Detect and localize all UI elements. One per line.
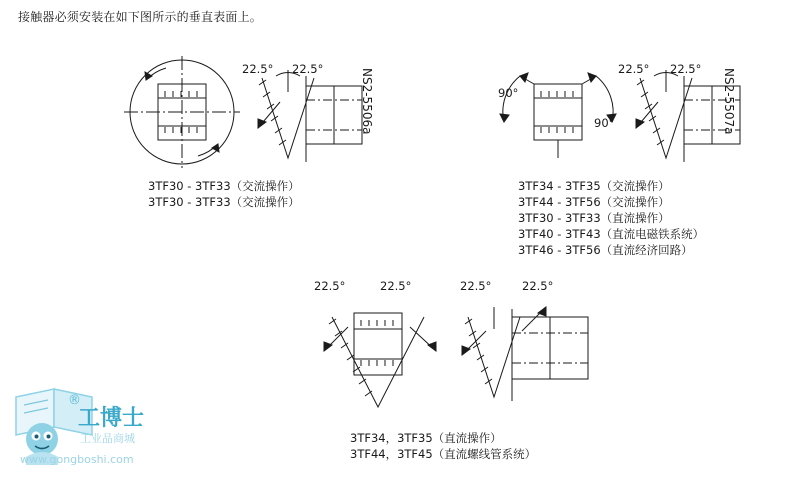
angle-label-22-5-b: 22.5° [380,279,412,293]
angle-label-22-5-right: 22.5° [670,62,702,76]
caption-line: 3TF30 - 3TF33（交流操作） [148,195,300,209]
angle-label-22-5-right: 22.5° [292,62,324,76]
angle-label-22-5-left: 22.5° [618,62,650,76]
watermark [8,385,228,475]
caption-line: 3TF34，3TF35（直流操作） [350,431,502,445]
caption-line: 3TF34 - 3TF35（交流操作） [518,179,670,193]
angle-label-22-5-left: 22.5° [242,62,274,76]
watermark-brand: 工博士 [78,406,145,431]
angle-label-90-left: 90° [498,86,519,100]
figure-top-left-caption [148,178,300,210]
watermark-tagline: 工业品商城 [80,432,135,445]
caption-line: 3TF30 - 3TF33（交流操作） [148,179,300,193]
angle-label-22-5-d: 22.5° [522,279,554,293]
caption-line: 3TF46 - 3TF56（直流经济回路） [518,243,693,257]
intro-text: 接触器必须安装在如下图所示的垂直表面上。 [18,10,263,24]
caption-line: 3TF40 - 3TF43（直流电磁铁系统） [518,227,705,241]
figure-bottom-caption [350,430,536,462]
caption-line: 3TF30 - 3TF33（直流操作） [518,211,670,225]
figure-top-right-caption [518,178,704,258]
figure-top-left [120,50,390,180]
caption-line: 3TF44，3TF45（直流螺线管系统） [350,447,537,461]
figure-bottom [290,279,620,415]
figure-bottom-drawing [290,285,620,415]
watermark-registered-mark: ® [68,393,81,408]
figure-top-right-ref-label: NS2-5507a [722,68,736,135]
angle-label-90-right: 90° [594,116,615,130]
watermark-url: www.gongboshi.com [20,453,134,466]
angle-label-22-5-a: 22.5° [314,279,346,293]
angle-label-22-5-c: 22.5° [460,279,492,293]
caption-line: 3TF44 - 3TF56（交流操作） [518,195,670,209]
figure-top-left-ref-label: NS2-5506a [360,68,374,135]
